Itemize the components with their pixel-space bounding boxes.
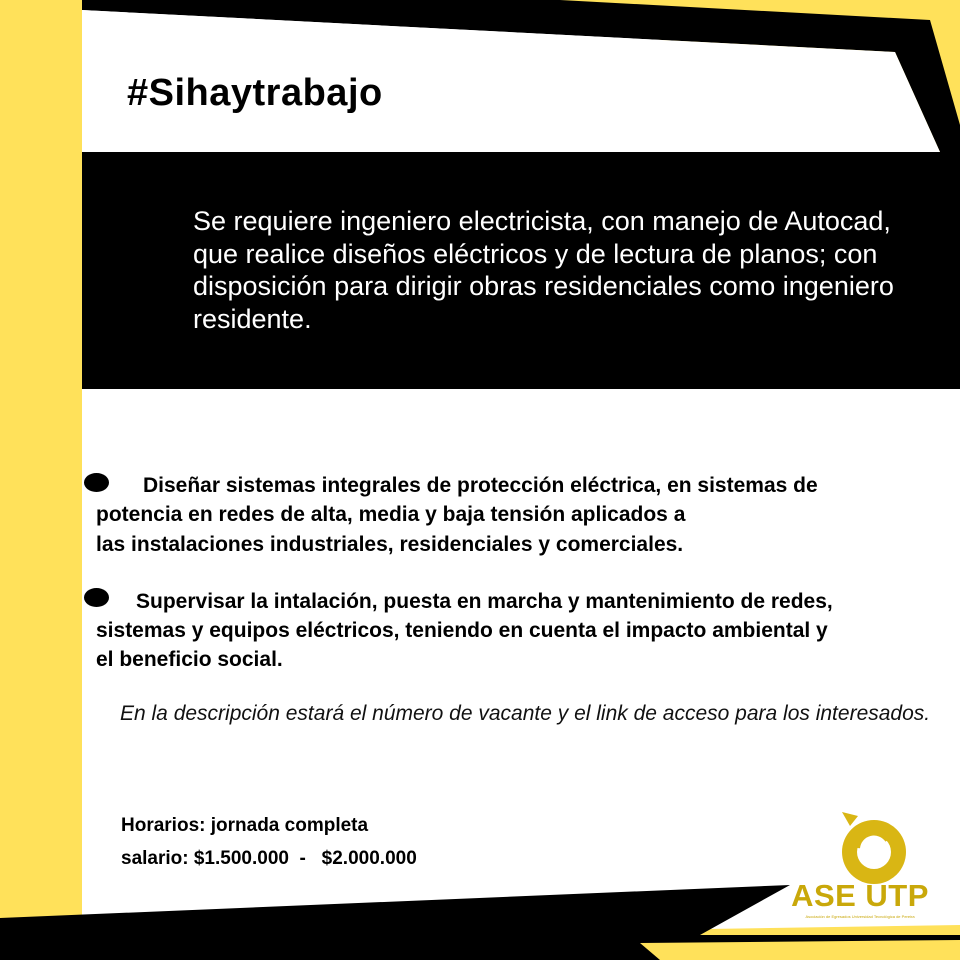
schedule-text: Horarios: jornada completa [121, 815, 369, 836]
bullet-icon [84, 473, 109, 492]
salary-text: salario: $1.500.000 - $2.000.000 [121, 848, 417, 869]
application-note: En la descripción estará el número de vacante y el link de acceso para los interesados. [120, 702, 931, 725]
logo-name: ASE UTP [791, 878, 929, 913]
task-2-line-3: el beneficio social. [96, 648, 283, 671]
task-1-line-3: las instalaciones industriales, residenciales y comerciales. [96, 533, 684, 556]
hashtag-title: #Sihaytrabajo [127, 72, 383, 114]
bullet-icon [84, 588, 109, 607]
task-2-line-1: Supervisar la intalación, puesta en marcha y mantenimiento de redes, [136, 590, 833, 613]
task-2-line-2: sistemas y equipos eléctricos, teniendo en cuenta el impacto ambiental y [96, 619, 828, 642]
logo-subtitle: Asociación de Egresados Universidad Tecnológica de Pereira [805, 914, 915, 919]
task-1-line-2: potencia en redes de alta, media y baja tensión aplicados a [96, 503, 686, 526]
intro-text: Se requiere ingeniero electricista, con manejo de Autocad, que realice diseños eléctricos y de lectura de planos; con disposición para dirigir obras residenciales como ingeniero residente. [193, 206, 894, 334]
task-1-line-1: Diseñar sistemas integrales de protección eléctrica, en sistemas de [143, 474, 818, 497]
